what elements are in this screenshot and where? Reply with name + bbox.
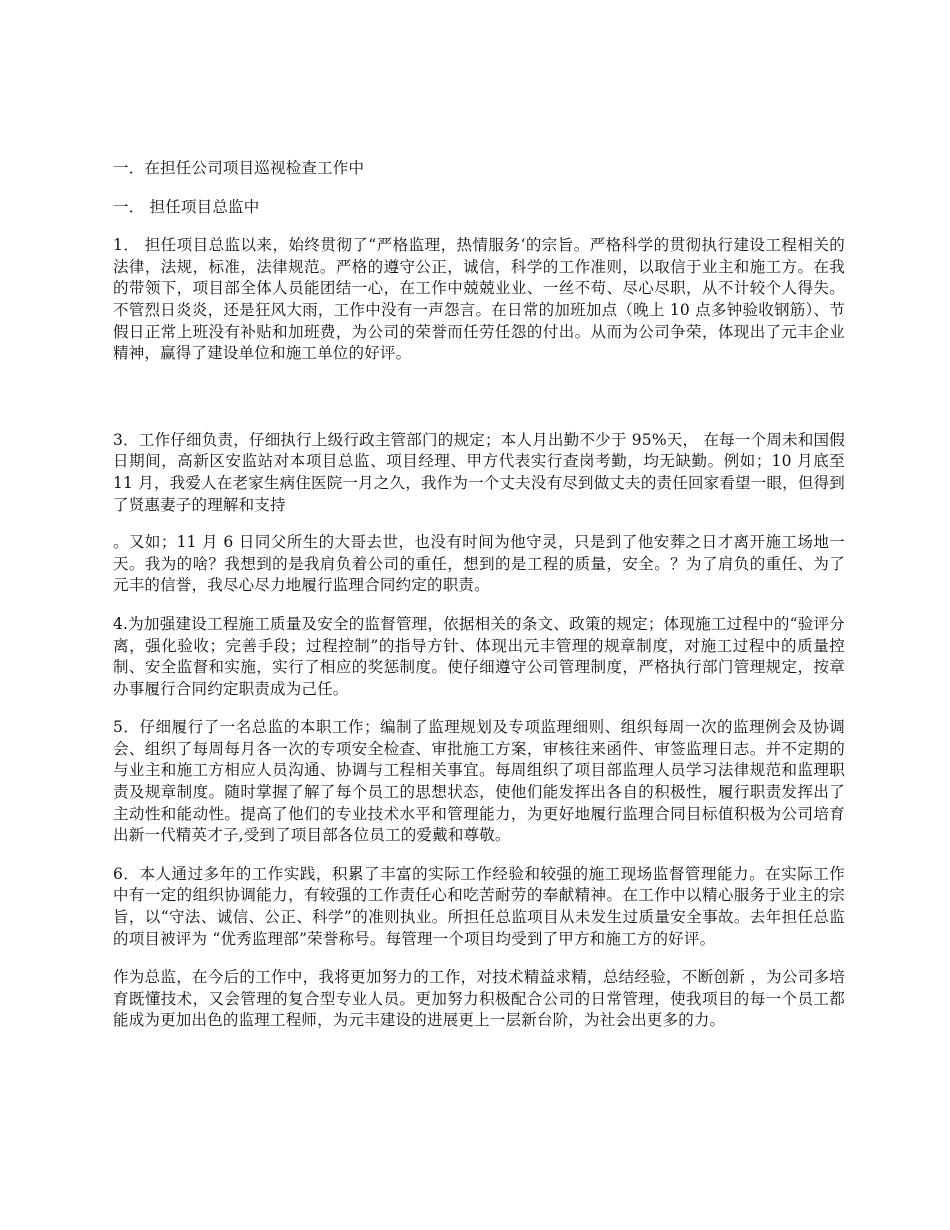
paragraph-4: 4.为加强建设工程施工质量及安全的监督管理，依据相关的条文、政策的规定；体现施工过程中的“验评分离，强化验收；完善手段；过程控制”的指导方针、体现出元丰管理的规章制度，对施工过程中的质量控制、安全监督和实施，实行了相应的奖惩制度。使仔细遵守公司管理制度，严格执行部门管理规定，按章办事履行合同约定职责成为己任。 (113, 614, 845, 698)
document-body (113, 158, 845, 1032)
paragraph-7: 作为总监，在今后的工作中，我将更加努力的工作，对技术精益求精，总结经验，不断创新 ，为公司多培育既懂技术，又会管理的复合型专业人员。更加努力积极配合公司的日常管理，使我项目的每一个员工都能成为更加出色的监理工程师，为元丰建设的进展更上一层新台阶，为社会出更多的力。 (113, 968, 845, 1030)
section-heading: 一．在担任公司项目巡视检查工作中 (113, 159, 365, 177)
paragraph-5: 5．仔细履行了一名总监的本职工作；编制了监理规划及专项监理细则、组织每周一次的监理例会及协调会、组织了每周每月各一次的专项安全检查、审批施工方案，审核往来函件、审签监理日志。并不定期的与业主和施工方相应人员沟通、协调与工程相关事宜。每周组织了项目部监理人员学习法律规范和监理职责及规章制度。随时掌握了解了每个员工的思想状态，使他们能发挥出各自的积极性，履行职责发挥出了主动性和能动性。提高了他们的专业技术水平和管理能力，为更好地履行监理合同目标值积极为公司培育出新一代精英才子,受到了项目部各位员工的爱戴和尊敬。 (113, 718, 845, 845)
paragraph-1: 1． 担任项目总监以来，始终贯彻了“严格监理，热情服务‘的宗旨。严格科学的贯彻执行建设工程相关的法律，法规，标准，法律规范。严格的遵守公正，诚信，科学的工作准则，以取信于业主和施工方。在我的带领下，项目部全体人员能团结一心，在工作中兢兢业业、一丝不苟、尽心尽职，从不计较个人得失。不管烈日炎炎，还是狂风大雨，工作中没有一声怨言。在日常的加班加点（晚上 10 点多钟验收钢筋）、节假日正常上班没有补贴和加班费，为公司的荣誉而任劳任怨的付出。从而为公司争荣，体现出了元丰企业精神，赢得了建设单位和施工单位的好评。 (113, 236, 845, 363)
paragraph-6: 6．本人通过多年的工作实践，积累了丰富的实际工作经验和较强的施工现场监督管理能力。在实际工作中有一定的组织协调能力，有较强的工作责任心和吃苦耐劳的奉献精神。在工作中以精心服务于业主的宗旨，以“守法、诚信、公正、科学”的准则执业。所担任总监项目从未发生过质量安全事故。去年担任总监的项目被评为 “优秀监理部”荣誉称号。每管理一个项目均受到了甲方和施工方的好评。 (113, 864, 845, 948)
subsection-heading: 一． 担任项目总监中 (113, 197, 260, 216)
paragraph-3-continued: 。又如；11 月 6 日同父所生的大哥去世，也没有时间为他守灵，只是到了他安葬之日才离开施工场地一天。我为的啥？我想到的是我肩负着公司的重任，想到的是工程的质量，安全。？为了肩负的重任、为了元丰的信誉，我尽心尽力地履行监理合同约定的职责。 (113, 533, 845, 595)
paragraph-3: 3．工作仔细负责，仔细执行上级行政主管部门的规定；本人月出勤不少于 95%天， 在每一个周未和国假日期间，高新区安监站对本项目总监、项目经理、甲方代表实行查岗考勤，均无缺勤。例如；10 月底至 11 月，我爱人在老家生病住医院一月之久，我作为一个丈夫没有尽到做丈夫的责任回家看望一眼，但得到了贤惠妻子的理解和支持 (113, 430, 845, 514)
